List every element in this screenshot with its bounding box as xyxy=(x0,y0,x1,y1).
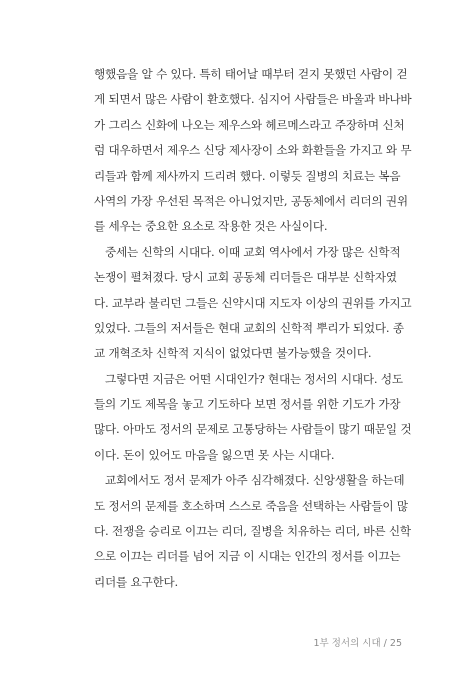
page-folio: 1부 정서의 시대 / 25 xyxy=(313,638,402,649)
text-line: 를 세우는 중요한 요소로 작용한 것은 사실이다. xyxy=(94,219,328,234)
text-line: 게 되면서 많은 사람이 환호했다. 심지어 사람들은 바울과 바나바 xyxy=(94,92,412,107)
paragraph-3 xyxy=(94,367,432,469)
text-line: 도 정서의 문제를 호소하며 스스로 죽음을 선택하는 사람들이 많 xyxy=(94,498,408,513)
text-line: 논쟁이 펼쳐졌다. 당시 교회 공동체 리더들은 대부분 신학자였 xyxy=(94,270,397,285)
text-line: 럼 대우하면서 제우스 신당 제사장이 소와 화환들을 가지고 와 무 xyxy=(94,143,412,158)
text-line: 교회에서도 정서 문제가 아주 심각해졌다. 신앙생활을 하는데 xyxy=(105,473,405,488)
text-line: 가 그리스 신화에 나오는 제우스와 헤르메스라고 주장하며 신처 xyxy=(94,117,405,132)
text-line: 많다. 아마도 정서의 문제로 고통당하는 사람들이 많기 때문일 것 xyxy=(94,422,412,437)
text-line: 이다. 돈이 있어도 마음을 잃으면 못 사는 시대다. xyxy=(94,447,335,462)
body-text xyxy=(94,62,432,595)
text-line: 있었다. 그들의 저서들은 현대 교회의 신학적 뿌리가 되었다. 종 xyxy=(94,320,404,335)
paragraph-2 xyxy=(94,240,432,367)
text-line: 중세는 신학의 시대다. 이때 교회 역사에서 가장 많은 신학적 xyxy=(105,244,401,259)
text-line: 사역의 가장 우선된 목적은 아니었지만, 공동체에서 리더의 권위 xyxy=(94,193,408,208)
text-line: 들의 기도 제목을 놓고 기도하다 보면 정서를 위한 기도가 가장 xyxy=(94,397,401,412)
text-line: 리들과 함께 제사까지 드리려 했다. 이렇듯 질병의 치료는 복음 xyxy=(94,168,401,183)
text-line: 다. 교부라 불리던 그들은 신약시대 지도자 이상의 권위를 가지고 xyxy=(94,295,412,310)
text-line: 행했음을 알 수 있다. 특히 태어날 때부터 걷지 못했던 사람이 걷 xyxy=(94,67,408,81)
text-line: 그렇다면 지금은 어떤 시대인가? 현대는 정서의 시대다. 성도 xyxy=(105,371,403,386)
text-line: 으로 이끄는 리더를 넘어 지금 이 시대는 인간의 정서를 이끄는 xyxy=(94,549,401,564)
text-line: 교 개혁조차 신학적 지식이 없었다면 불가능했을 것이다. xyxy=(94,346,372,361)
paragraph-1 xyxy=(94,62,432,240)
text-line: 리더를 요구한다. xyxy=(94,574,178,589)
text-line: 다. 전쟁을 승리로 이끄는 리더, 질병을 치유하는 리더, 바른 신학 xyxy=(94,524,411,539)
paragraph-4 xyxy=(94,468,432,595)
